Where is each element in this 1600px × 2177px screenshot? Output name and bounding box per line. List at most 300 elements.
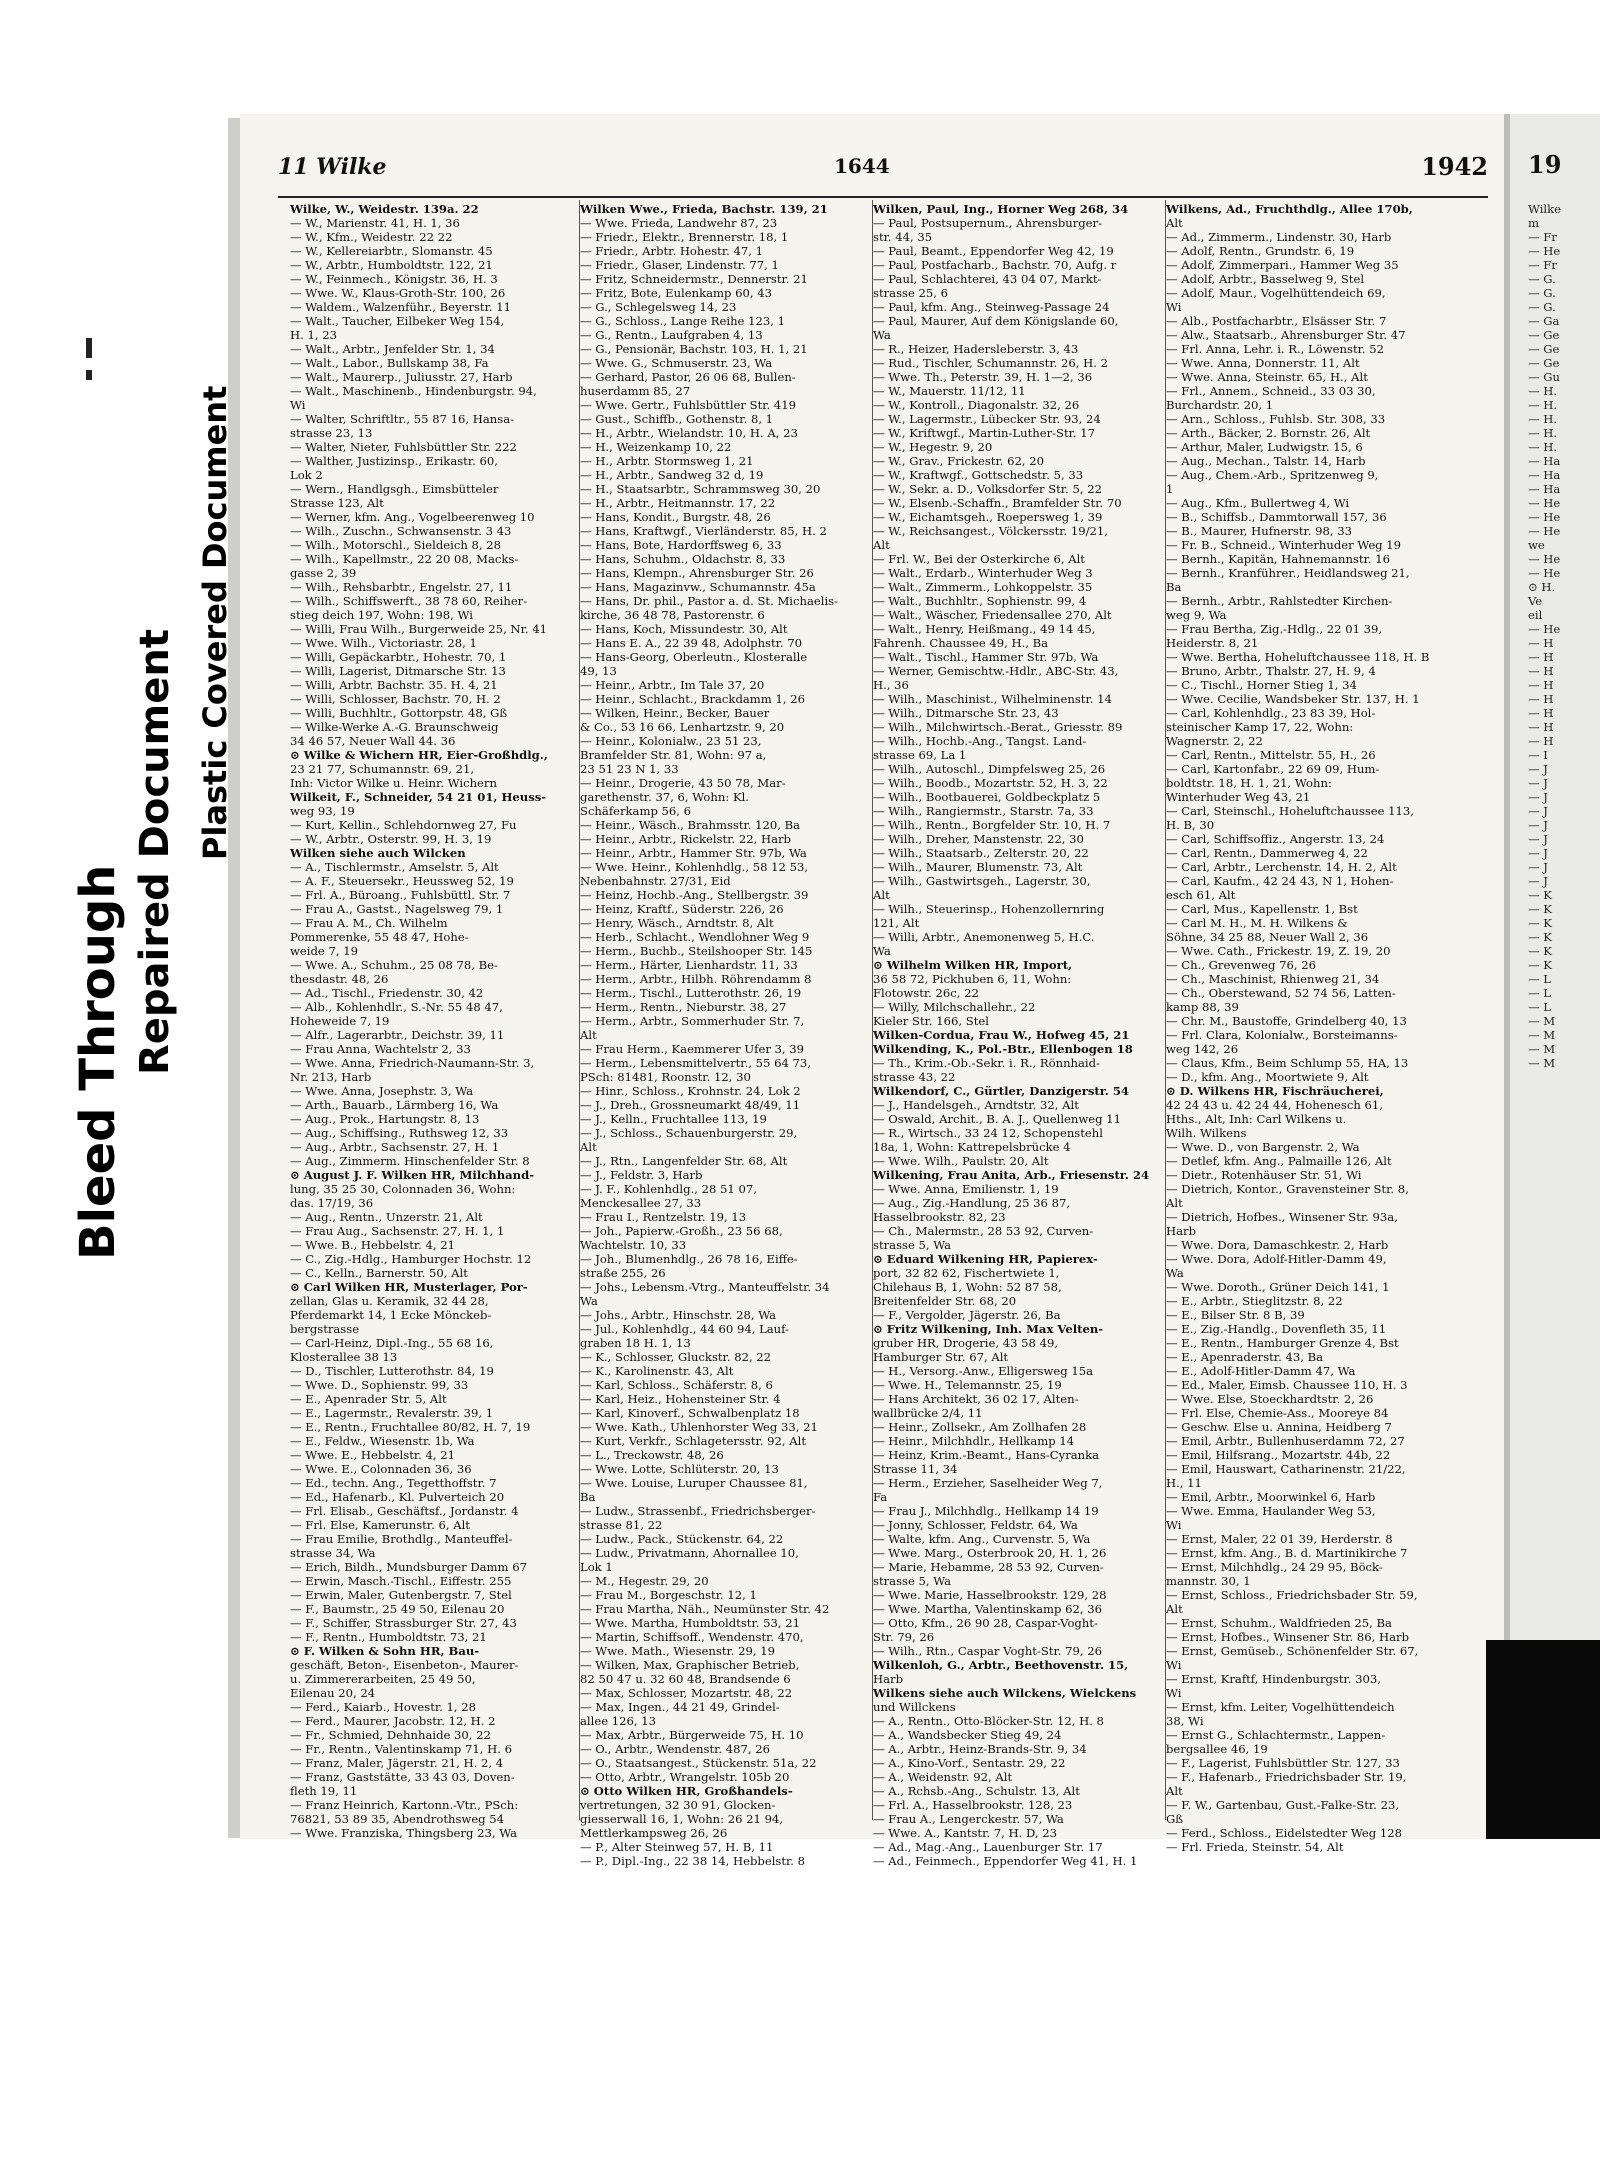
directory-entry: — Frau J., Milchhdlg., Hellkamp 14 19: [873, 1504, 1099, 1518]
directory-entry: — Wilh., Kapellmstr., 22 20 08, Macks-: [290, 552, 519, 566]
next-page-entry-fragment: — He: [1528, 622, 1561, 636]
directory-entry: — Ch., Oberstewand, 52 74 56, Latten-: [1166, 986, 1396, 1000]
directory-entry: — Aug., Schiffsing., Ruthsweg 12, 33: [290, 1126, 509, 1140]
directory-entry: — Walter, Nieter, Fuhlsbüttler Str. 222: [290, 440, 517, 454]
directory-entry: 38, Wi: [1166, 1714, 1204, 1728]
directory-entry: — Hans, Kondit., Burgstr. 48, 26: [580, 510, 771, 524]
directory-entry: huserdamm 85, 27: [580, 384, 691, 398]
directory-entry: — Aug., Mechan., Talstr. 14, Harb: [1166, 454, 1366, 468]
next-page-entry-fragment: — M: [1528, 1014, 1556, 1028]
directory-entry: — Frau A., Gastst., Nagelsweg 79, 1: [290, 902, 504, 916]
directory-entry: str. 44, 35: [873, 230, 933, 244]
directory-entry: — Wwe. Kath., Uhlenhorster Weg 33, 21: [580, 1420, 818, 1434]
directory-entry: — J., Rtn., Langenfelder Str. 68, Alt: [580, 1154, 788, 1168]
directory-entry: — C., Zig.-Hdlg., Hamburger Hochstr. 12: [290, 1252, 532, 1266]
directory-entry: Söhne, 34 25 88, Neuer Wall 2, 36: [1166, 930, 1369, 944]
directory-entry: — Wilh., Rehsbarbtr., Engelstr. 27, 11: [290, 580, 513, 594]
directory-entry: — Geschw. Else u. Annina, Heidberg 7: [1166, 1420, 1392, 1434]
directory-entry: — Frl. A., Büroang., Fuhlsbüttl. Str. 7: [290, 888, 511, 902]
directory-entry: — A., Weidenstr. 92, Alt: [873, 1770, 1013, 1784]
directory-entry: Hasselbrookstr. 82, 23: [873, 1210, 1006, 1224]
directory-entry: — Wwe. Marie, Hasselbrookstr. 129, 28: [873, 1588, 1107, 1602]
directory-entry: — Heinr., Milchhdlr., Hellkamp 14: [873, 1434, 1075, 1448]
directory-entry: — F., Vergolder, Jägerstr. 26, Ba: [873, 1308, 1061, 1322]
directory-entry: — Hinr., Schloss., Krohnstr. 24, Lok 2: [580, 1084, 801, 1098]
directory-entry: — Werner, kfm. Ang., Vogelbeerenweg 10: [290, 510, 535, 524]
directory-entry: — Ch., Malermstr., 28 53 92, Curven-: [873, 1224, 1094, 1238]
directory-entry: — Walt., Wäscher, Friedensallee 270, Alt: [873, 608, 1112, 622]
directory-entry: ⊙ F. Wilken & Sohn HR, Bau-: [290, 1644, 480, 1658]
next-page-entry-fragment: — J: [1528, 762, 1548, 776]
directory-entry: gasse 2, 39: [290, 566, 357, 580]
directory-entry: — Wilh., Autoschl., Dimpfelsweg 25, 26: [873, 762, 1106, 776]
directory-entry: — Walt., Henry, Heißmang., 49 14 45,: [873, 622, 1096, 636]
directory-entry: — Frau Martha, Näh., Neumünster Str. 42: [580, 1602, 830, 1616]
directory-entry: — Fritz, Schneidermstr., Dennerstr. 21: [580, 272, 808, 286]
directory-entry: Wilkens siehe auch Wilckens, Wielckens: [873, 1686, 1137, 1700]
directory-entry: — F. W., Gartenbau, Gust.-Falke-Str. 23,: [1166, 1798, 1400, 1812]
directory-entry: — Franz Heinrich, Kartonn.-Vtr., PSch:: [290, 1798, 519, 1812]
directory-entry: — Ad., Zimmerm., Lindenstr. 30, Harb: [1166, 230, 1392, 244]
directory-entry: port, 32 82 62, Fischertwiete 1,: [873, 1266, 1060, 1280]
directory-entry: — Carl M. H., M. H. Wilkens &: [1166, 916, 1348, 930]
directory-entry: Alt: [1166, 1196, 1183, 1210]
page-header: [278, 150, 1488, 190]
directory-entry: — Hans, Dr. phil., Pastor a. d. St. Michaelis-: [580, 594, 839, 608]
directory-entry: — Aug., Arbtr., Sachsenstr. 27, H. 1: [290, 1140, 500, 1154]
directory-entry: — Walt., Buchhltr., Sophienstr. 99, 4: [873, 594, 1087, 608]
side-labels: [70, 340, 234, 1260]
column-divider: [579, 200, 580, 1820]
directory-entry: — W., Mauerstr. 11/12, 11: [873, 384, 1026, 398]
directory-entry: — Willi, Lagerist, Ditmarsche Str. 13: [290, 664, 506, 678]
directory-entry: 23 21 77, Schumannstr. 69, 21,: [290, 762, 475, 776]
directory-entry: Schäferkamp 56, 6: [580, 804, 692, 818]
directory-entry: 18a, 1, Wohn: Kattrepelsbrücke 4: [873, 1140, 1071, 1154]
directory-entry: — Carl, Steinschl., Hoheluftchaussee 113,: [1166, 804, 1414, 818]
directory-entry: Wilkens, Ad., Fruchthdlg., Allee 170b,: [1166, 202, 1413, 216]
next-page-entry-fragment: — H: [1528, 692, 1554, 706]
directory-entry: — Fr. B., Schneid., Winterhuder Weg 19: [1166, 538, 1402, 552]
directory-entry: — Frau A. M., Ch. Wilhelm: [290, 916, 448, 930]
directory-entry: — A., Wandsbecker Stieg 49, 24: [873, 1728, 1062, 1742]
directory-entry: — Herm., Lebensmittelvertr., 55 64 73,: [580, 1056, 811, 1070]
directory-entry: — F., Schiffer, Strassburger Str. 27, 43: [290, 1616, 517, 1630]
directory-entry: 1: [1166, 482, 1174, 496]
directory-entry: bergsallee 46, 19: [1166, 1742, 1268, 1756]
directory-entry: — Adolf, Zimmerpari., Hammer Weg 35: [1166, 258, 1399, 272]
directory-entry: Hoheweide 7, 19: [290, 1014, 390, 1028]
directory-entry: ⊙ August J. F. Wilken HR, Milchhand-: [290, 1168, 535, 1182]
next-page-entry-fragment: — K: [1528, 916, 1552, 930]
directory-entry: — E., Apenraderstr. 43, Ba: [1166, 1350, 1324, 1364]
directory-entry: — Wilh., Rangiermstr., Starstr. 7a, 33: [873, 804, 1094, 818]
directory-entry: — Ernst G., Schlachtermstr., Lappen-: [1166, 1728, 1386, 1742]
directory-entry: — Wilh., Rentn., Borgfelder Str. 10, H. 7: [873, 818, 1111, 832]
directory-entry: — Herb., Schlacht., Wendlohner Weg 9: [580, 930, 810, 944]
directory-entry: — Wwe. Louise, Luruper Chaussee 81,: [580, 1476, 808, 1490]
directory-entry: — Aug., Zimmerm. Hinschenfelder Str. 8: [290, 1154, 530, 1168]
section-heading: 11 Wilke: [278, 154, 387, 180]
directory-entry: — Wwe. H., Telemannstr. 25, 19: [873, 1378, 1062, 1392]
next-page-entry-fragment: — J: [1528, 804, 1548, 818]
directory-entry: — E., Bilser Str. 8 B, 39: [1166, 1308, 1305, 1322]
directory-entry: — Heinr., Kolonialw., 23 51 23,: [580, 734, 762, 748]
directory-entry: — Willi, Buchhltr., Gottorpstr. 48, Gß: [290, 706, 508, 720]
directory-entry: — Wwe. Else, Stoeckhardtstr. 2, 26: [1166, 1392, 1374, 1406]
directory-entry: — Joh., Blumenhdlg., 26 78 16, Eiffe-: [580, 1252, 798, 1266]
directory-entry: Winterhuder Weg 43, 21: [1166, 790, 1311, 804]
directory-entry: — Frl. W., Bei der Osterkirche 6, Alt: [873, 552, 1085, 566]
directory-entry: — D., kfm. Ang., Moortwiete 9, Alt: [1166, 1070, 1369, 1084]
directory-entry: — L., Treckowstr. 48, 26: [580, 1448, 724, 1462]
directory-entry: — Paul, Beamt., Eppendorfer Weg 42, 19: [873, 244, 1114, 258]
directory-entry: — Karl, Schloss., Schäferstr. 8, 6: [580, 1378, 773, 1392]
directory-entry: Wilken, Paul, Ing., Horner Weg 268, 34: [873, 202, 1129, 216]
directory-entry: — Ernst, Hofbes., Winsener Str. 86, Harb: [1166, 1630, 1410, 1644]
directory-entry: Wi: [290, 398, 306, 412]
directory-entry: — A., Rentn., Otto-Blöcker-Str. 12, H. 8: [873, 1714, 1104, 1728]
directory-entry: — Wwe. Lotte, Schlüterstr. 20, 13: [580, 1462, 779, 1476]
next-page-entry-fragment: — G.: [1528, 286, 1556, 300]
next-page-entry-fragment: — G.: [1528, 300, 1556, 314]
directory-entry: — Frau I., Rentzelstr. 19, 13: [580, 1210, 747, 1224]
directory-entry: — Wwe. Franziska, Thingsberg 23, Wa: [290, 1826, 518, 1840]
directory-entry: — W., Kriftwgf., Martin-Luther-Str. 17: [873, 426, 1096, 440]
directory-entry: — Chr. M., Baustoffe, Grindelberg 40, 13: [1166, 1014, 1407, 1028]
directory-entry: Wilken Wwe., Frieda, Bachstr. 139, 21: [580, 202, 828, 216]
directory-entry: lung, 35 25 30, Colonnaden 36, Wohn:: [290, 1182, 516, 1196]
next-page-entry-fragment: — J: [1528, 776, 1548, 790]
directory-entry: — W., Sekr. a. D., Volksdorfer Str. 5, 22: [873, 482, 1102, 496]
directory-entry: — Karl, Heiz., Hohensteiner Str. 4: [580, 1392, 781, 1406]
directory-entry: — Emil, Hauswart, Catharinenstr. 21/22,: [1166, 1462, 1406, 1476]
directory-entry: — O., Arbtr., Wendenstr. 487, 26: [580, 1742, 771, 1756]
directory-entry: — Hans-Georg, Oberleutn., Klosteralle: [580, 650, 808, 664]
next-page-entry-fragment: we: [1528, 538, 1545, 552]
directory-entry: — Wwe. Bertha, Hoheluftchaussee 118, H. B: [1166, 650, 1430, 664]
next-page-entry-fragment: — H.: [1528, 440, 1558, 454]
directory-entry: — W., Kontroll., Diagonalstr. 32, 26: [873, 398, 1080, 412]
directory-entry: — Rud., Tischler, Schumannstr. 26, H. 2: [873, 356, 1108, 370]
directory-entry: — Ed., Hafenarb., Kl. Pulverteich 20: [290, 1490, 505, 1504]
directory-entry: — Max, Schlosser, Mozartstr. 48, 22: [580, 1686, 793, 1700]
next-page-entry-fragment: — Fr: [1528, 258, 1557, 272]
directory-entry: — E., Feldw., Wiesenstr. 1b, Wa: [290, 1434, 475, 1448]
directory-entry: — Hans E. A., 22 39 48, Adolphstr. 70: [580, 636, 803, 650]
directory-entry: Klosterallee 38 13: [290, 1350, 398, 1364]
directory-entry: zellan, Glas u. Keramik, 32 44 28,: [290, 1294, 489, 1308]
directory-entry: — Wilken, Max, Graphischer Betrieb,: [580, 1658, 800, 1672]
directory-entry: — Emil, Arbtr., Bullenhuserdamm 72, 27: [1166, 1434, 1405, 1448]
directory-entry: — Paul, kfm. Ang., Steinweg-Passage 24: [873, 300, 1110, 314]
directory-entry: — Waldem., Walzenführ., Beyerstr. 11: [290, 300, 511, 314]
directory-entry: Wilkendorf, C., Gürtler, Danzigerstr. 54: [873, 1084, 1129, 1098]
directory-entry: allee 126, 13: [580, 1714, 656, 1728]
directory-entry: — Ferd., Kaiarb., Hovestr. 1, 28: [290, 1700, 477, 1714]
directory-entry: — Ernst, Gemüseb., Schönenfelder Str. 67,: [1166, 1644, 1419, 1658]
directory-entry: Harb: [873, 1672, 903, 1686]
directory-entry: — Ch., Maschinist, Rhienweg 21, 34: [1166, 972, 1380, 986]
column-4: [1166, 202, 1466, 1854]
directory-entry: strasse 25, 6: [873, 286, 949, 300]
directory-entry: — W., Arbtr., Humboldtstr. 122, 21: [290, 258, 493, 272]
directory-entry: weide 7, 19: [290, 944, 358, 958]
directory-entry: — Herm., Rentn., Nieburstr. 38, 27: [580, 1000, 787, 1014]
directory-entry: — Ferd., Maurer, Jacobstr. 12, H. 2: [290, 1714, 496, 1728]
directory-entry: strasse 69, La 1: [873, 748, 967, 762]
directory-entry: Lok 2: [290, 468, 323, 482]
directory-entry: — Kurt, Kellin., Schlehdornweg 27, Fu: [290, 818, 517, 832]
directory-entry: bergstrasse: [290, 1322, 360, 1336]
directory-entry: — Wwe. Gertr., Fuhlsbüttler Str. 419: [580, 398, 797, 412]
directory-entry: — B., Maurer, Hufnerstr. 98, 33: [1166, 524, 1353, 538]
directory-entry: — Wwe. Wilh., Victoriastr. 28, 1: [290, 636, 477, 650]
directory-entry: — E., Rentn., Hamburger Grenze 4, Bst: [1166, 1336, 1399, 1350]
directory-entry: — Gerhard, Pastor, 26 06 68, Bullen-: [580, 370, 796, 384]
directory-entry: — Paul, Schlachterei, 43 04 07, Markt-: [873, 272, 1102, 286]
directory-entry: — E., Lagermstr., Revalerstr. 39, 1: [290, 1406, 494, 1420]
next-page-entry-fragment: — J: [1528, 832, 1548, 846]
directory-entry: — Wwe. A., Kantstr. 7, H. D, 23: [873, 1826, 1057, 1840]
directory-entry: — Wilh., Maschinist., Wilhelminenstr. 14: [873, 692, 1112, 706]
directory-entry: — Wilh., Dreher, Manstenstr. 22, 30: [873, 832, 1084, 846]
directory-entry: ⊙ Eduard Wilkening HR, Papierex-: [873, 1252, 1098, 1266]
directory-entry: — Walt., Maurerp., Juliusstr. 27, Harb: [290, 370, 513, 384]
directory-entry: — Frl. Else, Chemie-Ass., Mooreye 84: [1166, 1406, 1389, 1420]
next-page-entry-fragment: — M: [1528, 1028, 1556, 1042]
directory-entry: — Heinr., Drogerie, 43 50 78, Mar-: [580, 776, 786, 790]
directory-entry: — Hans, Koch, Missundestr. 30, Alt: [580, 622, 788, 636]
column-1: [290, 202, 580, 1840]
directory-entry: — Wilh., Maurer, Blumenstr. 73, Alt: [873, 860, 1083, 874]
next-page-entry-fragment: — H: [1528, 678, 1554, 692]
directory-entry: — Willy, Milchschallehr., 22: [873, 1000, 1036, 1014]
column-divider: [1165, 200, 1166, 1820]
directory-entry: boldtstr. 18, H. 1, 21, Wohn:: [1166, 776, 1332, 790]
directory-entry: — Joh., Papierw.-Großh., 23 56 68,: [580, 1224, 783, 1238]
directory-entry: — D., Tischler, Lutterothstr. 84, 19: [290, 1364, 494, 1378]
directory-entry: — Wwe. D., von Bargenstr. 2, Wa: [1166, 1140, 1360, 1154]
directory-entry: — Henry, Wäsch., Arndtstr. 8, Alt: [580, 916, 774, 930]
directory-entry: — Arn., Schloss., Fuhlsb. Str. 308, 33: [1166, 412, 1386, 426]
directory-entry: Heiderstr. 8, 21: [1166, 636, 1259, 650]
directory-entry: — H., Weizenkamp 10, 22: [580, 440, 732, 454]
directory-entry: — Ed., techn. Ang., Tegetthoffstr. 7: [290, 1476, 497, 1490]
directory-entry: — J., Handelsgeh., Arndtstr. 32, Alt: [873, 1098, 1079, 1112]
directory-entry: — Dietrich, Hofbes., Winsener Str. 93a,: [1166, 1210, 1398, 1224]
next-page-entry-fragment: — He: [1528, 244, 1561, 258]
directory-entry: — A., Arbtr., Heinz-Brands-Str. 9, 34: [873, 1742, 1087, 1756]
directory-entry: giesserwall 16, 1, Wohn: 26 21 94,: [580, 1812, 784, 1826]
directory-entry: — Walt., Arbtr., Jenfelder Str. 1, 34: [290, 342, 495, 356]
next-page-entry-fragment: — Ge: [1528, 328, 1560, 342]
directory-entry: H. 1, 23: [290, 328, 337, 342]
directory-entry: ⊙ Wilhelm Wilken HR, Import,: [873, 958, 1073, 972]
directory-entry: — W., Kellereiarbtr., Slomanstr. 45: [290, 244, 493, 258]
directory-entry: — Walter, Schriftltr., 55 87 16, Hansa-: [290, 412, 515, 426]
directory-entry: — W., Hegestr. 9, 20: [873, 440, 993, 454]
next-page-entry-fragment: — He: [1528, 510, 1561, 524]
directory-entry: Alt: [1166, 216, 1183, 230]
directory-entry: — Heinz, Krim.-Beamt., Hans-Cyranka: [873, 1448, 1100, 1462]
directory-entry: — A., Tischlermstr., Amselstr. 5, Alt: [290, 860, 499, 874]
directory-entry: ⊙ Carl Wilken HR, Musterlager, Por-: [290, 1280, 528, 1294]
directory-entry: — Wwe. Anna, Steinstr. 65, H., Alt: [1166, 370, 1368, 384]
directory-entry: strasse 5, Wa: [873, 1238, 952, 1252]
directory-entry: — Wwe. B., Hebbelstr. 4, 21: [290, 1238, 456, 1252]
directory-entry: — Karl, Kinoverf., Schwalbenplatz 18: [580, 1406, 800, 1420]
next-page-entry-fragment: — J: [1528, 860, 1548, 874]
column-3: [873, 202, 1166, 1868]
directory-entry: — Bernh., Kapitän, Hahnemannstr. 16: [1166, 552, 1390, 566]
next-page-entry-fragment: — Ge: [1528, 342, 1560, 356]
directory-entry: — Johs., Lebensm.-Vtrg., Manteuffelstr. 34: [580, 1280, 830, 1294]
directory-entry: Wi: [1166, 1686, 1182, 1700]
directory-entry: H. B, 30: [1166, 818, 1215, 832]
directory-entry: — Otto, Arbtr., Wrangelstr. 105b 20: [580, 1770, 790, 1784]
directory-entry: — Wilke-Werke A.-G. Braunschweig: [290, 720, 499, 734]
directory-entry: — Heinz, Kraftf., Süderstr. 226, 26: [580, 902, 784, 916]
next-page-entry-fragment: — He: [1528, 552, 1561, 566]
directory-entry: — Wilh., Gastwirtsgeh., Lagerstr. 30,: [873, 874, 1091, 888]
directory-entry: Menckesallee 27, 33: [580, 1196, 702, 1210]
directory-entry: — Wwe. Anna, Emilienstr. 1, 19: [873, 1182, 1059, 1196]
next-page-entry-fragment: — J: [1528, 846, 1548, 860]
directory-entry: 82 50 47 u. 32 60 48, Brandsende 6: [580, 1672, 791, 1686]
directory-entry: — Wilh., Motorschl., Sieldeich 8, 28: [290, 538, 501, 552]
directory-entry: — Willi, Frau Wilh., Burgerweide 25, Nr. 41: [290, 622, 547, 636]
directory-entry: — Wwe. G., Schmuserstr. 23, Wa: [580, 356, 773, 370]
directory-entry: — H., Arbtr., Heitmannstr. 17, 22: [580, 496, 776, 510]
directory-entry: — J. F., Kohlenhdlg., 28 51 07,: [580, 1182, 757, 1196]
directory-entry: — Aug., Kfm., Bullertweg 4, Wi: [1166, 496, 1350, 510]
directory-entry: — Max, Arbtr., Bürgerweide 75, H. 10: [580, 1728, 804, 1742]
directory-entry: Ba: [1166, 580, 1182, 594]
directory-entry: Hths., Alt, Inh: Carl Wilkens u.: [1166, 1112, 1347, 1126]
directory-entry: — Jul., Kohlenhdlg., 44 60 94, Lauf-: [580, 1322, 789, 1336]
directory-entry: — F., Hafenarb., Friedrichsbader Str. 19,: [1166, 1770, 1407, 1784]
directory-entry: — Emil, Arbtr., Moorwinkel 6, Harb: [1166, 1490, 1376, 1504]
directory-entry: — H., Staatsarbtr., Schrammsweg 30, 20: [580, 482, 821, 496]
directory-entry: — W., Kfm., Weidestr. 22 22: [290, 230, 453, 244]
directory-entry: — Heinz, Hochb.-Ang., Stellbergstr. 39: [580, 888, 809, 902]
directory-entry: — B., Schiffsb., Dammtorwall 157, 36: [1166, 510, 1387, 524]
directory-entry: — F., Baumstr., 25 49 50, Eilenau 20: [290, 1602, 505, 1616]
directory-entry: — Wilh., Milchwirtsch.-Berat., Griesstr. 89: [873, 720, 1123, 734]
directory-entry: Alt: [873, 538, 890, 552]
directory-entry: 49, 13: [580, 664, 617, 678]
directory-entry: Wi: [1166, 1518, 1182, 1532]
directory-entry: Wa: [1166, 1266, 1184, 1280]
directory-entry: — Wilh., Zuschn., Schwansenstr. 3 43: [290, 524, 512, 538]
directory-entry: — Fr., Schmied, Dehnhaide 30, 22: [290, 1728, 491, 1742]
next-page-entry-fragment: — H: [1528, 636, 1554, 650]
next-page-entry-fragment: Ve: [1528, 594, 1543, 608]
directory-entry: kamp 88, 39: [1166, 1000, 1239, 1014]
directory-entry: — Heinr., Zollsekr., Am Zollhafen 28: [873, 1420, 1087, 1434]
directory-entry: & Co., 53 16 66, Lenhartzstr. 9, 20: [580, 720, 785, 734]
directory-entry: — Herm., Erzieher, Saselheider Weg 7,: [873, 1476, 1103, 1490]
directory-entry: Flotowstr. 26c, 22: [873, 986, 979, 1000]
directory-entry: Alt: [873, 888, 890, 902]
directory-entry: — Wilh., Bootbauerei, Goldbeckplatz 5: [873, 790, 1101, 804]
directory-entry: — Claus, Kfm., Beim Schlump 55, HA, 13: [1166, 1056, 1409, 1070]
directory-entry: — Wwe. Martha, Valentinskamp 62, 36: [873, 1602, 1103, 1616]
next-page-column: [1528, 202, 1588, 1622]
directory-entry: — G., Schlegelsweg 14, 23: [580, 300, 737, 314]
directory-entry: — Bruno, Arbtr., Thalstr. 27, H. 9, 4: [1166, 664, 1376, 678]
directory-entry: — Carl, Arbtr., Lerchenstr. 14, H. 2, Alt: [1166, 860, 1397, 874]
directory-entry: — Frau M., Borgeschstr. 12, 1: [580, 1588, 757, 1602]
header-rule: [278, 196, 1488, 198]
directory-entry: Pferdemarkt 14, 1 Ecke Mönckeb-: [290, 1308, 492, 1322]
directory-entry: — Frau A., Lengerckestr. 57, Wa: [873, 1812, 1064, 1826]
directory-entry: — W., Lagermstr., Lübecker Str. 93, 24: [873, 412, 1101, 426]
directory-entry: — P., Dipl.-Ing., 22 38 14, Hebbelstr. 8: [580, 1854, 806, 1868]
directory-entry: — W., Elsenb.-Schaffn., Bramfelder Str. 70: [873, 496, 1122, 510]
column-divider: [872, 200, 873, 1820]
directory-entry: — G., Schloss., Lange Reihe 123, 1: [580, 314, 785, 328]
directory-entry: — Walt., Zimmerm., Lohkoppelstr. 35: [873, 580, 1093, 594]
scan-dark-corner: [1486, 1640, 1600, 1839]
directory-entry: — Ernst, kfm. Leiter, Vogelhüttendeich: [1166, 1700, 1395, 1714]
directory-entry: Gß: [1166, 1812, 1184, 1826]
directory-entry: — Paul, Postfacharb., Bachstr. 70, Aufg. r: [873, 258, 1117, 272]
directory-entry: Strasse 11, 34: [873, 1462, 958, 1476]
directory-entry: — Alfr., Lagerarbtr., Deichstr. 39, 11: [290, 1028, 505, 1042]
directory-entry: geschäft, Beton-, Eisenbeton-, Maurer-: [290, 1658, 519, 1672]
directory-entry: — Frl. Else, Kamerunstr. 6, Alt: [290, 1518, 470, 1532]
directory-entry: — Wilh., Hochb.-Ang., Tangst. Land-: [873, 734, 1087, 748]
directory-entry: — Wilh., Schiffswerft., 38 78 60, Reiher-: [290, 594, 528, 608]
directory-entry: — Wilh., Steuerinsp., Hohenzollernring: [873, 902, 1105, 916]
directory-entry: — A. F., Steuersekr., Heussweg 52, 19: [290, 874, 514, 888]
directory-entry: — E., Zig.-Handlg., Dovenfleth 35, 11: [1166, 1322, 1387, 1336]
directory-entry: — Franz, Gaststätte, 33 43 03, Doven-: [290, 1770, 515, 1784]
directory-entry: — Jonny, Schlosser, Feldstr. 64, Wa: [873, 1518, 1078, 1532]
directory-entry: — Carl, Kohlenhdlg., 23 83 39, Hol-: [1166, 706, 1376, 720]
directory-entry: und Willckens: [873, 1700, 956, 1714]
column-2: [580, 202, 873, 1868]
directory-entry: 23 51 23 N 1, 33: [580, 762, 679, 776]
directory-entry: — Franz, Maler, Jägerstr. 21, H. 2, 4: [290, 1756, 504, 1770]
directory-entry: — J., Kelln., Fruchtallee 113, 19: [580, 1112, 767, 1126]
next-page-entry-fragment: — Ha: [1528, 482, 1561, 496]
directory-entry: — Ernst, Schloss., Friedrichsbader Str. 59,: [1166, 1588, 1418, 1602]
directory-entry: — Wwe. Martha, Humboldtstr. 53, 21: [580, 1616, 800, 1630]
directory-entry: — Alb., Kohlenhdlr., S.-Nr. 55 48 47,: [290, 1000, 503, 1014]
directory-entry: — Arth., Bäcker, 2. Bornstr. 26, Alt: [1166, 426, 1371, 440]
directory-entry: — Paul, Postsupernum., Ahrensburger-: [873, 216, 1102, 230]
directory-entry: — R., Wirtsch., 33 24 12, Schopenstehl: [873, 1126, 1103, 1140]
directory-entry: — Walther, Justizinsp., Erikastr. 60,: [290, 454, 498, 468]
directory-entry: — Aug., Prok., Hartungstr. 8, 13: [290, 1112, 480, 1126]
directory-entry: — Hans, Kraftwgf., Vierländerstr. 85, H. 2: [580, 524, 827, 538]
directory-entry: — Erwin, Masch.-Tischl., Eiffestr. 255: [290, 1574, 512, 1588]
next-page-entry-fragment: — K: [1528, 888, 1552, 902]
directory-entry: Wagnerstr. 2, 22: [1166, 734, 1263, 748]
next-page-entry-fragment: — J: [1528, 874, 1548, 888]
directory-entry: kirche, 36 48 78, Pastorenstr. 6: [580, 608, 765, 622]
directory-entry: — G., Rentn., Laufgraben 4, 13: [580, 328, 763, 342]
directory-entry: — Detlef, kfm. Ang., Palmaille 126, Alt: [1166, 1154, 1392, 1168]
directory-entry: — Frl. Frieda, Steinstr. 54, Alt: [1166, 1840, 1344, 1854]
directory-entry: — Wwe. Th., Peterstr. 39, H. 1—2, 36: [873, 370, 1093, 384]
directory-entry: — W., Marienstr. 41, H. 1, 36: [290, 216, 460, 230]
directory-entry: weg 142, 26: [1166, 1042, 1239, 1056]
directory-entry: Inh: Victor Wilke u. Heinr. Wichern: [290, 776, 497, 790]
